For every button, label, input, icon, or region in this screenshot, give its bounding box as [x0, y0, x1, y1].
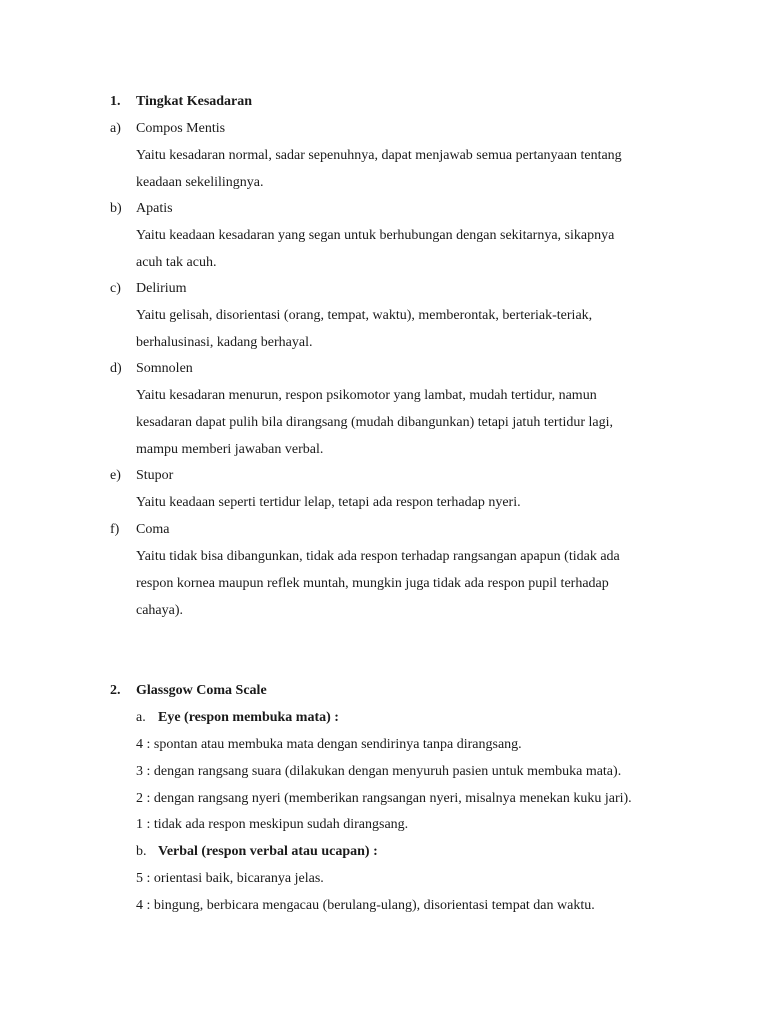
item-a-title: Compos Mentis [136, 121, 226, 136]
item-c-marker: c) [110, 281, 121, 296]
eye-score-3: 3 : dengan rangsang suara (dilakukan dengan menyuruh pasien untuk membuka mata). [136, 764, 622, 779]
item-b-marker: b) [110, 201, 122, 216]
eye-score-2: 2 : dengan rangsang nyeri (memberikan rangsangan nyeri, misalnya menekan kuku jari). [136, 791, 632, 806]
item-a-marker: a) [110, 121, 121, 136]
item-c-line-1: Yaitu gelisah, disorientasi (orang, tempat, waktu), memberontak, berteriak-teriak, [136, 308, 593, 323]
item-d-title: Somnolen [136, 361, 193, 376]
sub-b-marker: b. [136, 844, 147, 859]
sub-a-title: Eye (respon membuka mata) : [158, 710, 339, 725]
item-b-line-1: Yaitu keadaan kesadaran yang segan untuk berhubungan dengan sekitarnya, sikapnya [136, 228, 615, 243]
item-f-marker: f) [110, 522, 120, 537]
section-1-title: Tingkat Kesadaran [136, 94, 253, 109]
section-2-title: Glassgow Coma Scale [136, 683, 267, 698]
item-f-title: Coma [136, 522, 170, 537]
item-c-line-2: berhalusinasi, kadang berhayal. [136, 335, 313, 350]
item-d-marker: d) [110, 361, 122, 376]
item-a-line-1: Yaitu kesadaran normal, sadar sepenuhnya, dapat menjawab semua pertanyaan tentang [136, 148, 622, 163]
item-b-line-2: acuh tak acuh. [136, 255, 217, 270]
item-e-marker: e) [110, 468, 121, 483]
item-f-line-2: respon kornea maupun reflek muntah, mungkin juga tidak ada respon pupil terhadap [136, 576, 609, 591]
eye-score-1: 1 : tidak ada respon meskipun sudah dirangsang. [136, 817, 409, 832]
item-f-line-3: cahaya). [136, 603, 184, 618]
sub-a-marker: a. [136, 710, 146, 725]
item-e-title: Stupor [136, 468, 174, 483]
item-d-line-3: mampu memberi jawaban verbal. [136, 442, 324, 457]
eye-score-4: 4 : spontan atau membuka mata dengan sendirinya tanpa dirangsang. [136, 737, 522, 752]
item-b-title: Apatis [136, 201, 173, 216]
section-1-number: 1. [110, 94, 121, 109]
verbal-score-5: 5 : orientasi baik, bicaranya jelas. [136, 871, 324, 886]
item-f-line-1: Yaitu tidak bisa dibangunkan, tidak ada respon terhadap rangsangan apapun (tidak ada [136, 549, 620, 564]
item-e-line-1: Yaitu keadaan seperti tertidur lelap, tetapi ada respon terhadap nyeri. [136, 495, 521, 510]
verbal-score-4: 4 : bingung, berbicara mengacau (berulang-ulang), disorientasi tempat dan waktu. [136, 898, 595, 913]
item-d-line-2: kesadaran dapat pulih bila dirangsang (mudah dibangunkan) tetapi jatuh tertidur lagi, [136, 415, 614, 430]
section-2-number: 2. [110, 683, 121, 698]
item-a-line-2: keadaan sekelilingnya. [136, 175, 264, 190]
item-d-line-1: Yaitu kesadaran menurun, respon psikomotor yang lambat, mudah tertidur, namun [136, 388, 597, 403]
sub-b-title: Verbal (respon verbal atau ucapan) : [158, 844, 378, 859]
item-c-title: Delirium [136, 281, 187, 296]
